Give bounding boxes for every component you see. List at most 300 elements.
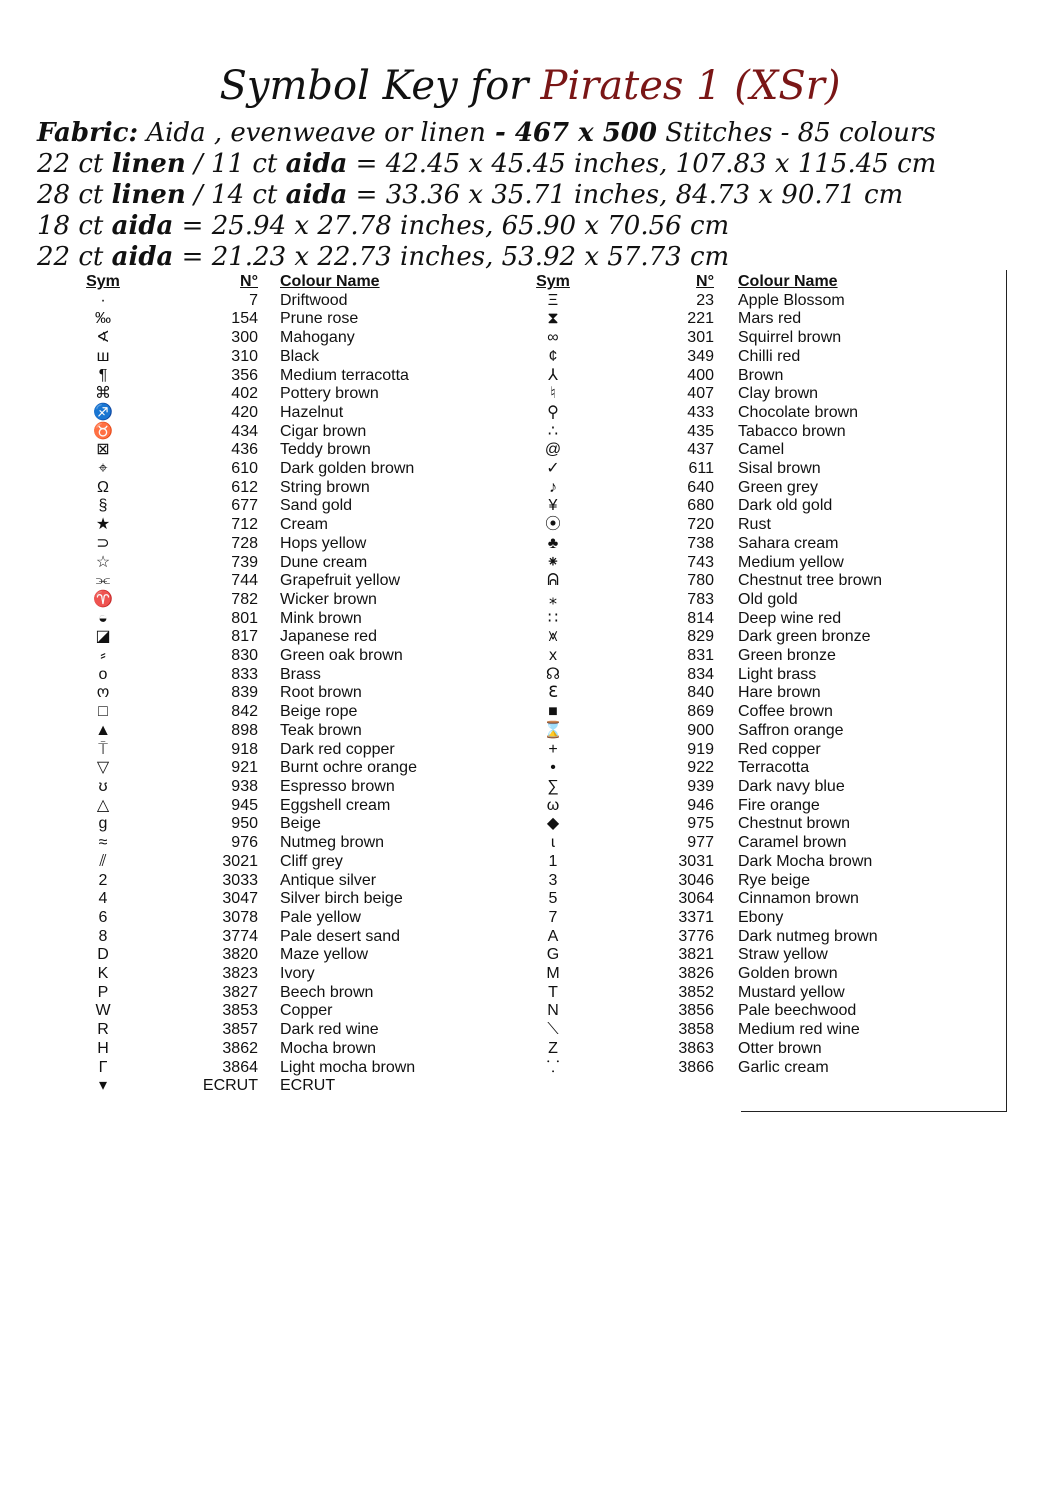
colour-name: Dark golden brown: [280, 460, 415, 478]
symbol: ✓: [546, 460, 560, 478]
colour-number: 3774: [222, 927, 258, 945]
colour-name: Driftwood: [280, 291, 348, 309]
colour-name: Apple Blossom: [738, 291, 845, 309]
header-num: N°: [696, 273, 714, 290]
symbol: ш: [96, 347, 110, 365]
symbol: ⌛: [543, 721, 563, 739]
colour-name: Beige: [280, 815, 321, 833]
symbol: K: [97, 965, 109, 983]
symbol: A: [547, 927, 559, 945]
colour-name: Clay brown: [738, 385, 819, 403]
colour-number: 3862: [222, 1039, 258, 1057]
table-row: [72, 348, 978, 367]
colour-number: 946: [687, 796, 714, 814]
colour-name: [738, 1077, 978, 1096]
symbol: ▽: [96, 759, 110, 777]
colour-number: 680: [687, 497, 714, 515]
colour-number: 3827: [222, 983, 258, 1001]
symbol: ¥: [548, 497, 558, 515]
colour-number: 23: [696, 291, 714, 309]
table-row: [72, 815, 978, 834]
colour-name: Chestnut tree brown: [738, 572, 883, 590]
colour-name: Chestnut brown: [738, 815, 851, 833]
colour-name: Ebony: [738, 908, 784, 926]
symbol: ო: [96, 684, 110, 702]
header-num: N°: [240, 273, 258, 290]
table-row: [72, 909, 978, 928]
colour-number: 434: [231, 422, 258, 440]
symbol: ♮: [550, 385, 556, 403]
colour-number: 744: [231, 572, 258, 590]
colour-name: ECRUT: [280, 1077, 336, 1095]
colour-number: 831: [687, 647, 714, 665]
colour-number: 3853: [222, 1002, 258, 1020]
colour-name: Black: [280, 347, 320, 365]
table-bottom-border: [741, 1111, 1007, 1112]
symbol: N: [547, 1002, 559, 1020]
colour-number: 3866: [678, 1058, 714, 1076]
colour-number: 3858: [678, 1021, 714, 1039]
symbol: ♈: [93, 590, 113, 608]
pattern-name: Pirates 1 (XSr): [540, 63, 841, 109]
symbol: T: [548, 983, 558, 1001]
table-row: [72, 703, 978, 722]
symbol: g: [98, 815, 108, 833]
colour-number: 3863: [678, 1039, 714, 1057]
colour-name: Medium terracotta: [280, 366, 409, 384]
colour-name: Garlic cream: [738, 1058, 829, 1076]
colour-name: Dark old gold: [738, 497, 833, 515]
colour-name: Brown: [738, 366, 784, 384]
colour-name: Espresso brown: [280, 777, 395, 795]
symbol: ⊠: [96, 441, 110, 459]
symbol: ⸗: [100, 647, 106, 665]
colour-name: Mahogany: [280, 329, 355, 347]
symbol: Γ: [98, 1058, 108, 1076]
spec-line-22ct: 22 ct linen / 11 ct aida = 42.45 x 45.45 inches, 107.83 x 115.45 cm: [37, 149, 937, 179]
colour-name: Caramel brown: [738, 834, 847, 852]
colour-name: Rye beige: [738, 871, 811, 889]
table-row: [72, 497, 978, 516]
colour-name: Dark Mocha brown: [738, 852, 873, 870]
table-row: [72, 984, 978, 1003]
colour-number: 3021: [222, 852, 258, 870]
symbol: ∢: [96, 329, 110, 347]
colour-number: 435: [687, 422, 714, 440]
colour-name: Green bronze: [738, 647, 836, 665]
table-row: [72, 1077, 978, 1096]
colour-number: 3864: [222, 1058, 258, 1076]
colour-number: 728: [231, 534, 258, 552]
colour-name: Pale yellow: [280, 908, 361, 926]
symbol: ▲: [95, 721, 111, 739]
symbol: ♐: [93, 403, 113, 421]
colour-name: Teddy brown: [280, 441, 371, 459]
colour-name: Medium red wine: [738, 1021, 860, 1039]
colour-name: Japanese red: [280, 628, 377, 646]
symbol: R: [97, 1021, 109, 1039]
symbol: ⌖: [98, 460, 108, 478]
colour-number: 898: [231, 721, 258, 739]
table-row: [72, 292, 978, 311]
symbol: 3: [548, 871, 558, 889]
table-row: [72, 610, 978, 629]
symbol: 2: [98, 871, 108, 889]
table-row: [72, 666, 978, 685]
colour-number: 814: [687, 609, 714, 627]
symbol: M: [546, 965, 560, 983]
colour-name: Light brass: [738, 665, 817, 683]
colour-name: Medium yellow: [738, 553, 844, 571]
symbol: ■: [548, 703, 558, 721]
symbol: ♣: [547, 534, 559, 552]
colour-number: 610: [231, 460, 258, 478]
colour-number: 975: [687, 815, 714, 833]
colour-number: 869: [687, 703, 714, 721]
symbol: Z: [548, 1039, 558, 1057]
colour-name: Copper: [280, 1002, 333, 1020]
table-row: [72, 872, 978, 891]
colour-number: 3823: [222, 965, 258, 983]
colour-name: Beech brown: [280, 983, 374, 1001]
colour-name: Cream: [280, 516, 329, 534]
table-row: [72, 441, 978, 460]
colour-name: Wicker brown: [280, 590, 377, 608]
symbol: ⅄: [548, 366, 558, 384]
colour-name: Deep wine red: [738, 609, 842, 627]
table-row: [72, 741, 978, 760]
table-right-border: [1006, 270, 1007, 1112]
symbol: □: [98, 703, 108, 721]
colour-number: 801: [231, 609, 258, 627]
colour-number: 829: [687, 628, 714, 646]
colour-number: 407: [687, 385, 714, 403]
table-row: [72, 759, 978, 778]
colour-name: Rust: [738, 516, 771, 534]
symbol: 4: [98, 890, 108, 908]
table-row: [72, 479, 978, 498]
table-row: [72, 684, 978, 703]
symbol: ⩙: [548, 628, 558, 646]
colour-name: String brown: [280, 478, 370, 496]
symbol: P: [97, 983, 109, 1001]
colour-number: 977: [687, 834, 714, 852]
colour-name: Green oak brown: [280, 647, 403, 665]
table-row: [72, 890, 978, 909]
table-row: [72, 1002, 978, 1021]
colour-number: 834: [687, 665, 714, 683]
symbol: ‰: [95, 310, 111, 328]
symbol: +: [548, 740, 558, 758]
colour-number: 738: [687, 534, 714, 552]
spec-line-28ct: 28 ct linen / 14 ct aida = 33.36 x 35.71 inches, 84.73 x 90.71 cm: [37, 180, 904, 210]
symbol: ☆: [95, 553, 111, 571]
table-row: [72, 404, 978, 423]
colour-number: 3852: [678, 983, 714, 1001]
table-row: [72, 460, 978, 479]
colour-name: Cigar brown: [280, 422, 367, 440]
symbol: 8: [98, 927, 108, 945]
page-title: [0, 62, 1060, 110]
colour-number: 939: [687, 777, 714, 795]
colour-number: 310: [231, 347, 258, 365]
symbol: ¢: [548, 347, 558, 365]
colour-name: Pale desert sand: [280, 927, 401, 945]
table-row: [72, 1059, 978, 1078]
colour-name: Dark red wine: [280, 1021, 379, 1039]
colour-number: 842: [231, 703, 258, 721]
colour-number: 3064: [678, 890, 714, 908]
fabric-specs: [37, 118, 1037, 273]
colour-name: Sand gold: [280, 497, 353, 515]
colour-number: 3371: [678, 908, 714, 926]
colour-number: 833: [231, 665, 258, 683]
colour-number: 921: [231, 759, 258, 777]
colour-number: 743: [687, 553, 714, 571]
colour-name: Coffee brown: [738, 703, 833, 721]
colour-name: Burnt ochre orange: [280, 759, 417, 777]
colour-name: Dark green bronze: [738, 628, 871, 646]
colour-name: Mink brown: [280, 609, 362, 627]
colour-name: Brass: [280, 665, 321, 683]
colour-name: Green grey: [738, 478, 819, 496]
symbol: ★: [95, 516, 111, 534]
symbol: ⌘: [95, 385, 111, 403]
table-row: [72, 722, 978, 741]
symbol-key-table: [72, 273, 978, 1096]
symbol: o: [98, 665, 108, 683]
symbol: ♪: [549, 478, 557, 496]
table-row: [72, 965, 978, 984]
colour-number: 950: [231, 815, 258, 833]
colour-number: 3033: [222, 871, 258, 889]
colour-name: Silver birch beige: [280, 890, 403, 908]
symbol: ♉: [93, 422, 113, 440]
table-row: [72, 647, 978, 666]
symbol: ⧗: [547, 310, 559, 328]
colour-name: Chilli red: [738, 347, 801, 365]
colour-name: Teak brown: [280, 721, 362, 739]
colour-name: Hazelnut: [280, 403, 344, 421]
colour-number: 402: [231, 385, 258, 403]
symbol: ⫘: [95, 572, 111, 590]
colour-number: 3031: [678, 852, 714, 870]
symbol: ¶: [98, 366, 108, 384]
symbol: 1: [548, 852, 558, 870]
table-row: [72, 310, 978, 329]
symbol: ◆: [546, 815, 560, 833]
colour-name: Fire orange: [738, 796, 820, 814]
colour-name: Sahara cream: [738, 534, 839, 552]
symbol: ω: [546, 796, 560, 814]
colour-number: 840: [687, 684, 714, 702]
symbol: ∑: [547, 777, 559, 795]
colour-name: Light mocha brown: [280, 1058, 416, 1076]
colour-number: 3826: [678, 965, 714, 983]
colour-number: 780: [687, 572, 714, 590]
symbol: §: [98, 497, 108, 515]
table-body: [72, 292, 978, 1096]
spec-line-18ct: 18 ct aida = 25.94 x 27.78 inches, 65.90 x 70.56 cm: [37, 211, 730, 241]
colour-name: Ivory: [280, 965, 315, 983]
colour-name: Otter brown: [738, 1039, 822, 1057]
table-row: [72, 385, 978, 404]
colour-name: Mustard yellow: [738, 983, 845, 1001]
symbol: •: [550, 759, 556, 777]
table-row: [72, 928, 978, 947]
symbol: H: [97, 1039, 109, 1057]
colour-name: Pale beechwood: [738, 1002, 857, 1020]
symbol: ᕱ: [547, 572, 559, 590]
colour-name: Grapefruit yellow: [280, 572, 401, 590]
colour-number: 945: [231, 796, 258, 814]
table-row: [72, 778, 978, 797]
header-sym: Sym: [86, 273, 120, 290]
symbol: ·: [100, 291, 106, 309]
colour-name: Straw yellow: [738, 946, 828, 964]
symbol: @: [544, 441, 562, 459]
title-lead: Symbol Key for: [219, 63, 529, 109]
symbol: ⚲: [547, 403, 559, 421]
table-row: [72, 946, 978, 965]
symbol: W: [95, 1002, 111, 1020]
symbol: 6: [98, 908, 108, 926]
table-row: [72, 367, 978, 386]
spec-line-fabric: Fabric: Aida , evenweave or linen - 467 x 500 Stitches - 85 colours: [37, 118, 936, 148]
symbol: ⊃: [96, 534, 110, 552]
symbol: 7: [548, 908, 558, 926]
symbol: ▾: [98, 1077, 108, 1095]
colour-number: 436: [231, 441, 258, 459]
colour-name: Mocha brown: [280, 1039, 377, 1057]
table-row: [72, 853, 978, 872]
colour-name: Antique silver: [280, 871, 377, 889]
colour-number: 300: [231, 329, 258, 347]
colour-number: 817: [231, 628, 258, 646]
table-row: [72, 516, 978, 535]
colour-number: 938: [231, 777, 258, 795]
symbol: D: [97, 946, 109, 964]
colour-number: ECRUT: [202, 1077, 258, 1095]
table-row: [72, 591, 978, 610]
colour-number: 3046: [678, 871, 714, 889]
symbol: ℇ: [548, 684, 558, 702]
colour-number: 720: [687, 516, 714, 534]
colour-name: Hare brown: [738, 684, 821, 702]
colour-number: 739: [231, 553, 258, 571]
table-row: [72, 628, 978, 647]
symbol: G: [546, 946, 560, 964]
colour-number: 640: [687, 478, 714, 496]
symbol: 5: [548, 890, 558, 908]
header-sym: Sym: [536, 273, 570, 290]
symbol: ʊ: [98, 777, 108, 795]
colour-name: Red copper: [738, 740, 821, 758]
colour-name: Saffron orange: [738, 721, 844, 739]
colour-number: 437: [687, 441, 714, 459]
colour-name: Camel: [738, 441, 785, 459]
table-row: [72, 834, 978, 853]
header-colour-name: Colour Name: [280, 273, 380, 290]
colour-name: Pottery brown: [280, 385, 379, 403]
colour-number: 830: [231, 647, 258, 665]
colour-number: 301: [687, 329, 714, 347]
colour-name: Cinnamon brown: [738, 890, 859, 908]
colour-number: 783: [687, 590, 714, 608]
symbol: ⁕: [546, 553, 560, 571]
colour-number: 3857: [222, 1021, 258, 1039]
symbol: ⸪: [546, 1058, 560, 1076]
symbol: ⫽: [99, 852, 107, 870]
symbol: ⟍: [547, 1021, 559, 1039]
spec-line-22ct-aida: 22 ct aida = 21.23 x 22.73 inches, 53.92 x 57.73 cm: [37, 242, 730, 272]
symbol: [522, 1077, 584, 1096]
colour-number: 3856: [678, 1002, 714, 1020]
symbol: ⁎: [549, 590, 557, 608]
symbol: △: [96, 796, 110, 814]
symbol: ɩ: [551, 834, 555, 852]
colour-number: 677: [231, 497, 258, 515]
symbol: Ω: [97, 478, 109, 496]
colour-name: Dark nutmeg brown: [738, 927, 878, 945]
symbol: ∴: [547, 422, 559, 440]
colour-number: 782: [231, 590, 258, 608]
colour-number: 349: [687, 347, 714, 365]
colour-name: Old gold: [738, 590, 798, 608]
colour-name: Squirrel brown: [738, 329, 842, 347]
colour-name: Hops yellow: [280, 534, 367, 552]
colour-name: Dark red copper: [280, 740, 395, 758]
symbol: ∷: [547, 609, 559, 627]
colour-name: Maze yellow: [280, 946, 369, 964]
colour-number: 3821: [678, 946, 714, 964]
colour-name: Dark navy blue: [738, 777, 845, 795]
colour-number: 3078: [222, 908, 258, 926]
symbol: Ξ: [547, 291, 559, 309]
table-header-row: [72, 273, 978, 292]
colour-number: 420: [231, 403, 258, 421]
symbol: ⦿: [544, 516, 561, 534]
symbol: ☊: [545, 665, 561, 683]
colour-name: Mars red: [738, 310, 802, 328]
table-row: [72, 329, 978, 348]
colour-name: Tabacco brown: [738, 422, 846, 440]
colour-number: 712: [231, 516, 258, 534]
colour-number: 900: [687, 721, 714, 739]
colour-number: [584, 1077, 714, 1096]
colour-name: Nutmeg brown: [280, 834, 385, 852]
symbol: ◒: [98, 609, 108, 627]
table-row: [72, 423, 978, 442]
colour-number: 7: [249, 291, 258, 309]
colour-name: Cliff grey: [280, 852, 343, 870]
symbol: ∞: [547, 329, 559, 347]
symbol: ⍑: [98, 740, 108, 758]
table-row: [72, 1021, 978, 1040]
colour-name: Chocolate brown: [738, 403, 859, 421]
colour-number: 154: [231, 310, 258, 328]
table-row: [72, 554, 978, 573]
symbol: x: [549, 647, 557, 665]
colour-number: 400: [687, 366, 714, 384]
header-colour-name: Colour Name: [738, 273, 838, 290]
table-row: [72, 797, 978, 816]
colour-name: Sisal brown: [738, 460, 821, 478]
colour-name: Prune rose: [280, 310, 359, 328]
table-row: [72, 572, 978, 591]
colour-number: 3047: [222, 890, 258, 908]
colour-name: Beige rope: [280, 703, 358, 721]
